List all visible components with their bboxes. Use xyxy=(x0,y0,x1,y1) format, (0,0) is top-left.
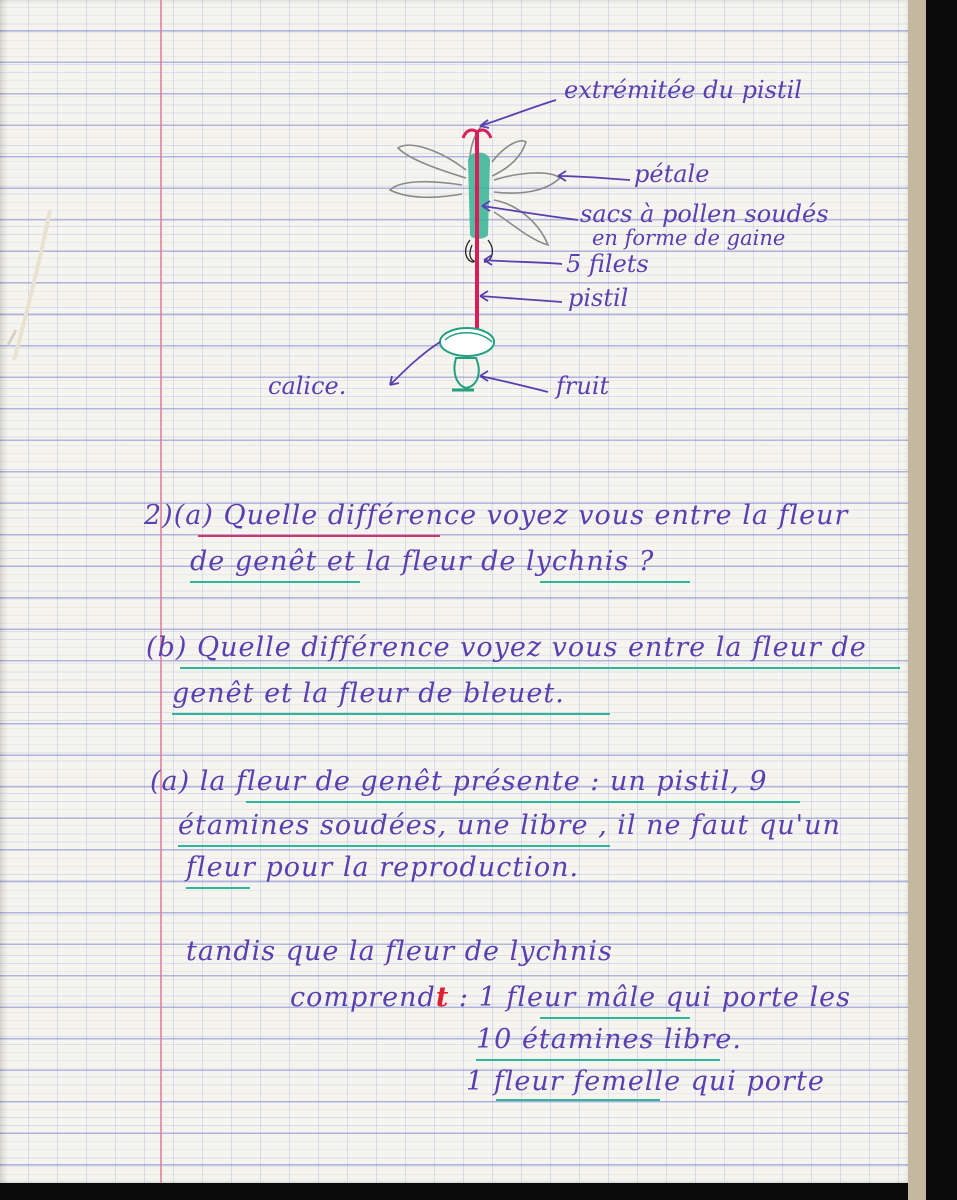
question-a-line2: de genêt et la fleur de lychnis ? xyxy=(190,546,655,577)
answer-line1 xyxy=(150,766,768,797)
label-sheath-form: en forme de gaine xyxy=(592,226,786,250)
label-fruit: fruit xyxy=(556,372,610,400)
label-pistil-tip: extrémitée du pistil xyxy=(564,76,802,104)
answer-line3: fleur pour la reproduction. xyxy=(186,852,580,883)
answer-text-1: la fleur de genêt présente : un pistil, 9 xyxy=(199,766,768,797)
answer-line6: 10 étamines libre. xyxy=(476,1024,742,1055)
label-petal: pétale xyxy=(634,160,710,188)
question-b-text: Quelle différence voyez vous entre la fleur de xyxy=(196,632,867,663)
question-b-line2: genêt et la fleur de bleuet. xyxy=(172,678,565,709)
answer-line5 xyxy=(290,982,851,1013)
fruit-shape xyxy=(454,358,478,388)
teacher-correction-mark: t xyxy=(435,982,450,1013)
answer-text-5: : 1 fleur mâle qui porte les xyxy=(458,982,851,1013)
answer-prefix: (a) xyxy=(150,766,191,797)
label-pistil: pistil xyxy=(568,284,629,312)
question-a-text: Quelle différence voyez vous entre la fleur xyxy=(223,500,849,531)
question-b-line1 xyxy=(146,632,867,663)
answer-line2: étamines soudées, une libre , il ne faut qu'un xyxy=(178,810,841,841)
label-calyx: calice. xyxy=(268,372,347,400)
label-pollen-sacs: sacs à pollen soudés xyxy=(580,200,829,228)
question-b-prefix: (b) xyxy=(146,632,188,663)
answer-line7: 1 fleur femelle qui porte xyxy=(466,1066,825,1097)
answer-line4: tandis que la fleur de lychnis xyxy=(186,936,613,967)
answer-word-comprend: comprend xyxy=(290,982,436,1013)
question-a-line1 xyxy=(144,500,848,531)
question-a-prefix: 2)(a) xyxy=(144,500,214,531)
binding-thread xyxy=(14,210,50,360)
label-filaments: 5 filets xyxy=(566,250,649,278)
